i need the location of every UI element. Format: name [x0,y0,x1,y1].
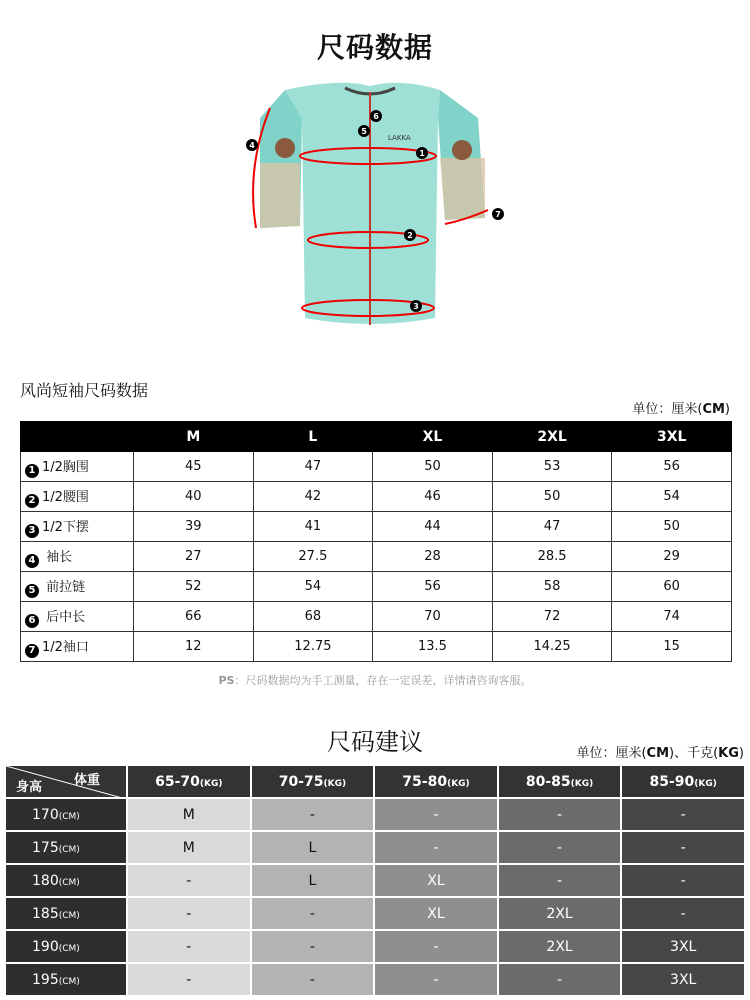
size-value: 28 [373,542,493,572]
recommended-size: - [498,963,622,996]
number-badge: 7 [25,644,39,658]
size-value: 40 [134,482,254,512]
recommend-header [5,765,745,798]
marker-6: 6 [373,112,379,121]
recommended-size: - [127,930,251,963]
weight-column-header: 65-70(KG) [127,765,251,798]
size-value: 50 [612,512,732,542]
recommended-size: - [251,897,375,930]
recommended-size: - [498,864,622,897]
recommended-size: - [621,831,745,864]
ps-note: PS：尺码数据均为手工测量，存在一定误差，详情请咨询客服。 [218,674,532,687]
size-value: 29 [612,542,732,572]
size-value: 41 [253,512,373,542]
size-value: 54 [612,482,732,512]
size-value: 27.5 [253,542,373,572]
marker-1: 1 [419,149,425,158]
recommended-size: - [127,897,251,930]
weight-column-header: 85-90(KG) [621,765,745,798]
marker-2: 2 [407,231,413,240]
size-value: 56 [612,452,732,482]
size-value: 14.25 [492,632,612,662]
number-badge: 1 [25,464,39,478]
size-value: 70 [373,602,493,632]
table-row [21,512,732,542]
marker-4: 4 [249,141,255,150]
size-value: 47 [253,452,373,482]
table-row [5,897,745,930]
height-row-header: 185(CM) [5,897,127,930]
measure-label: 6 后中长 [21,602,134,632]
weight-column-header: 80-85(KG) [498,765,622,798]
table-row [21,482,732,512]
height-label: 身高 [16,780,43,795]
weight-column-header: 70-75(KG) [251,765,375,798]
table-row [5,930,745,963]
header-size: XL [373,422,493,452]
recommended-size: - [251,930,375,963]
table-row [21,542,732,572]
height-row-header: 195(CM) [5,963,127,996]
size-table-subtitle: 风尚短袖尺码数据 [20,381,149,400]
size-value: 13.5 [373,632,493,662]
size-value: 52 [134,572,254,602]
size-value: 54 [253,572,373,602]
size-value: 68 [253,602,373,632]
table-row [21,632,732,662]
number-badge: 2 [25,494,39,508]
table-row [21,572,732,602]
measure-label: 1 1/2胸围 [21,452,134,482]
header-blank [21,422,134,452]
recommended-size: M [127,798,251,831]
corner-cell [5,765,127,798]
recommended-size: - [251,963,375,996]
size-value: 74 [612,602,732,632]
recommended-size: - [621,798,745,831]
recommended-size: XL [374,864,498,897]
recommended-size: - [498,831,622,864]
table-row [21,452,732,482]
size-table-unit: 单位：厘米(CM) [632,402,730,417]
height-row-header: 190(CM) [5,930,127,963]
header-size: M [134,422,254,452]
weight-column-header: 75-80(KG) [374,765,498,798]
recommend-table [4,764,746,997]
height-row-header: 175(CM) [5,831,127,864]
size-value: 66 [134,602,254,632]
recommended-size: - [127,864,251,897]
size-value: 72 [492,602,612,632]
size-value: 44 [373,512,493,542]
recommended-size: 2XL [498,897,622,930]
marker-5: 5 [361,127,367,136]
size-value: 15 [612,632,732,662]
header-size: 3XL [612,422,732,452]
measure-label: 7 1/2袖口 [21,632,134,662]
marker-7: 7 [495,210,501,219]
header-size: 2XL [492,422,612,452]
page-title: 尺码数据 [316,31,433,64]
number-badge: 6 [25,614,39,628]
recommended-size: L [251,864,375,897]
recommended-size: - [374,798,498,831]
recommended-size: - [621,897,745,930]
recommended-size: - [127,963,251,996]
size-value: 12 [134,632,254,662]
recommended-size: - [621,864,745,897]
size-value: 28.5 [492,542,612,572]
size-table-header [21,422,732,452]
measure-label: 2 1/2腰围 [21,482,134,512]
recommend-title: 尺码建议 [327,728,423,756]
brand-logo: LAKKA [388,134,411,142]
measure-label: 3 1/2下摆 [21,512,134,542]
recommended-size: - [498,798,622,831]
jersey-diagram [240,78,510,333]
recommended-size: - [374,963,498,996]
height-row-header: 170(CM) [5,798,127,831]
size-value: 50 [492,482,612,512]
recommended-size: - [374,930,498,963]
size-value: 46 [373,482,493,512]
header-size: L [253,422,373,452]
number-badge: 3 [25,524,39,538]
marker-3: 3 [413,302,419,311]
recommended-size: 3XL [621,963,745,996]
measure-label: 4 袖长 [21,542,134,572]
recommend-unit: 单位：厘米(CM)、千克(KG) [576,746,744,761]
height-row-header: 180(CM) [5,864,127,897]
weight-label: 体重 [73,773,100,788]
table-row [5,798,745,831]
recommended-size: M [127,831,251,864]
size-value: 47 [492,512,612,542]
recommended-size: - [251,798,375,831]
size-value: 60 [612,572,732,602]
size-value: 42 [253,482,373,512]
size-table [20,421,732,662]
recommended-size: 2XL [498,930,622,963]
table-row [21,602,732,632]
recommended-size: - [374,831,498,864]
table-row [5,831,745,864]
table-row [5,864,745,897]
size-value: 39 [134,512,254,542]
number-badge: 4 [25,554,39,568]
table-row [5,963,745,996]
size-value: 12.75 [253,632,373,662]
size-value: 53 [492,452,612,482]
number-badge: 5 [25,584,39,598]
size-value: 56 [373,572,493,602]
size-value: 50 [373,452,493,482]
size-value: 45 [134,452,254,482]
measure-label: 5 前拉链 [21,572,134,602]
recommended-size: XL [374,897,498,930]
size-value: 27 [134,542,254,572]
recommended-size: L [251,831,375,864]
size-value: 58 [492,572,612,602]
recommended-size: 3XL [621,930,745,963]
